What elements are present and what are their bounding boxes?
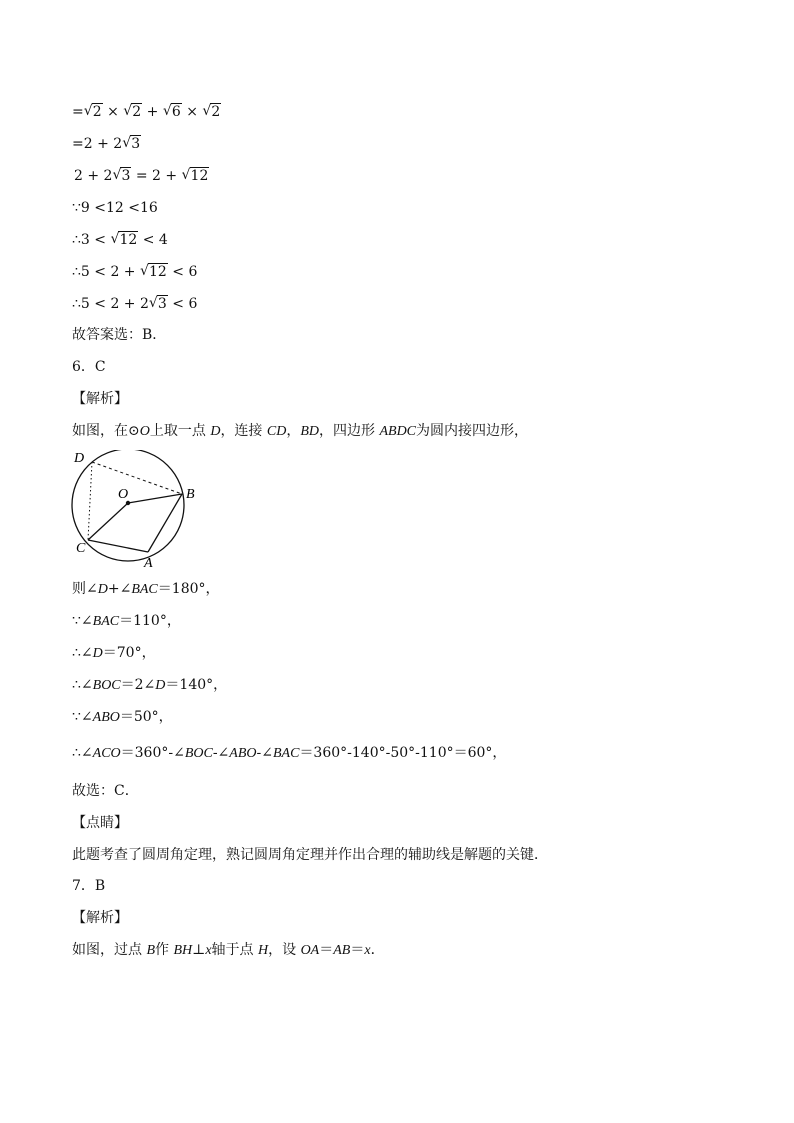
variable: H — [257, 943, 269, 958]
analysis-intro — [72, 422, 528, 441]
text-fragment: ⊥ — [192, 942, 206, 958]
variable: AB — [333, 943, 351, 958]
variable: BD — [300, 424, 320, 439]
text-fragment: =2 + 2 — [72, 136, 123, 152]
variable: OA — [300, 943, 320, 958]
text-fragment: ＝360°-140°-50°-110°＝60°， — [299, 745, 507, 761]
answer-line-c: 故选：C． — [72, 783, 139, 799]
math-line-15 — [72, 676, 227, 695]
sqrt — [110, 231, 138, 249]
variable: BAC — [131, 582, 158, 597]
text-fragment: ∴5 < 2 + — [72, 264, 140, 280]
math-line-4: ∵9 <12 <16 — [72, 200, 158, 216]
math-line-2 — [72, 135, 141, 153]
text-fragment: -∠ — [256, 745, 273, 761]
variable: BOC — [92, 678, 121, 693]
segment-dc-dotted — [88, 462, 92, 540]
analysis-q7-intro — [72, 941, 385, 960]
math-line-16 — [72, 708, 173, 727]
radicand: 3 — [131, 136, 141, 152]
math-line-6 — [72, 263, 197, 281]
variable: BAC — [92, 614, 120, 629]
operator: × — [186, 104, 198, 120]
math-line-13 — [72, 612, 181, 631]
text-fragment: 上取一点 — [149, 423, 211, 439]
variable: D — [97, 582, 108, 597]
math-line-7 — [72, 295, 197, 313]
radicand: 2 — [132, 104, 142, 120]
variable: D — [210, 424, 221, 439]
text-fragment: 则∠ — [72, 581, 98, 597]
text-fragment: 作 — [155, 942, 174, 958]
math-line-1 — [72, 103, 221, 121]
comment-text: 此题考查了圆周角定理，熟记圆周角定理并作出合理的辅助线是解题的关键． — [72, 847, 548, 863]
text-fragment: 如图，过点 — [72, 942, 147, 958]
label-b: B — [186, 487, 195, 502]
text-fragment: ＝ — [350, 942, 365, 958]
label-d: D — [74, 451, 85, 466]
circle-diagram — [60, 450, 200, 575]
variable: D — [155, 678, 166, 693]
sqrt — [140, 263, 168, 281]
sqrt — [122, 135, 141, 153]
text-fragment: +∠ — [107, 581, 132, 597]
radicand: 12 — [119, 232, 138, 248]
text-fragment: ∵∠ — [72, 709, 93, 725]
radicand: 3 — [157, 296, 167, 312]
text-fragment: ∵∠ — [72, 613, 93, 629]
text-fragment: < 6 — [167, 264, 198, 280]
variable: x — [205, 943, 212, 958]
section-heading-analysis-7: 【解析】 — [72, 910, 128, 926]
text-fragment: ，四边形 — [319, 423, 380, 439]
text-fragment: ＝360°-∠ — [120, 745, 185, 761]
text-fragment: = 2 + — [131, 168, 182, 184]
text-fragment: < 4 — [138, 232, 168, 248]
variable: ABO — [229, 746, 257, 761]
math-line-14 — [72, 644, 156, 663]
section-heading-comment: 【点睛】 — [72, 815, 128, 831]
sqrt — [202, 103, 221, 121]
section-heading-analysis: 【解析】 — [72, 391, 128, 407]
text-fragment: ＝2∠ — [120, 677, 156, 693]
text-fragment: < 6 — [167, 296, 198, 312]
segment-ab — [148, 494, 182, 552]
segment-oc — [88, 503, 128, 540]
label-o: O — [118, 487, 129, 502]
text-fragment: 为圆内接四边形， — [416, 423, 529, 439]
text-fragment: ＝110°， — [119, 613, 181, 629]
variable: O — [139, 424, 150, 439]
radicand: 12 — [190, 168, 209, 184]
segment-ob — [128, 494, 182, 503]
sqrt — [182, 167, 210, 185]
sqrt — [149, 295, 168, 313]
text-fragment: 2 + 2 — [74, 168, 113, 184]
text-fragment: ＝70°， — [102, 645, 156, 661]
variable: BAC — [272, 746, 300, 761]
variable: x — [364, 943, 371, 958]
text-fragment: ∴∠ — [72, 645, 93, 661]
text-fragment: 轴于点 — [211, 942, 258, 958]
text-fragment: ∴3 < — [72, 232, 111, 248]
variable: ABO — [92, 710, 120, 725]
operator: + — [146, 104, 159, 120]
circle-o — [72, 450, 184, 561]
variable: ACO — [92, 746, 121, 761]
sqrt — [84, 103, 103, 121]
question-number-7: 7．B — [72, 878, 106, 894]
sqrt — [123, 103, 142, 121]
radicand: 6 — [171, 104, 181, 120]
variable: D — [92, 646, 103, 661]
operator: × — [107, 104, 119, 120]
text-fragment: ∴5 < 2 + 2 — [72, 296, 149, 312]
label-a: A — [144, 556, 153, 571]
math-line-5 — [72, 231, 168, 249]
text-fragment: ． — [370, 942, 385, 958]
text-fragment: ，设 — [268, 942, 301, 958]
text-fragment: 如图，在⊙ — [72, 423, 140, 439]
text-fragment: -∠ — [212, 745, 230, 761]
variable: BH — [173, 943, 193, 958]
sqrt — [163, 103, 182, 121]
text-fragment: ∴∠ — [72, 677, 93, 693]
text-fragment: = — [72, 104, 84, 120]
variable: B — [146, 943, 156, 958]
text-fragment: ，连接 — [220, 423, 267, 439]
sqrt — [112, 167, 131, 185]
text-fragment: ＝180°， — [157, 581, 220, 597]
text-fragment: ， — [286, 423, 301, 439]
variable: CD — [266, 424, 287, 439]
math-line-17 — [72, 744, 506, 763]
radicand: 2 — [211, 104, 221, 120]
answer-line: 故答案选：B． — [72, 327, 167, 343]
variable: BOC — [184, 746, 213, 761]
segment-ca — [88, 540, 148, 552]
radicand: 2 — [92, 104, 102, 120]
variable: ABDC — [379, 424, 417, 439]
math-line-12 — [72, 580, 220, 599]
math-line-3 — [74, 167, 209, 185]
text-fragment: ∴∠ — [72, 745, 93, 761]
radicand: 3 — [121, 168, 131, 184]
question-number: 6．C — [72, 359, 106, 375]
text-fragment: ＝ — [319, 942, 334, 958]
text-fragment: ＝140°， — [165, 677, 228, 693]
radicand: 12 — [148, 264, 167, 280]
label-c: C — [76, 541, 86, 556]
text-fragment: ＝50°， — [119, 709, 173, 725]
